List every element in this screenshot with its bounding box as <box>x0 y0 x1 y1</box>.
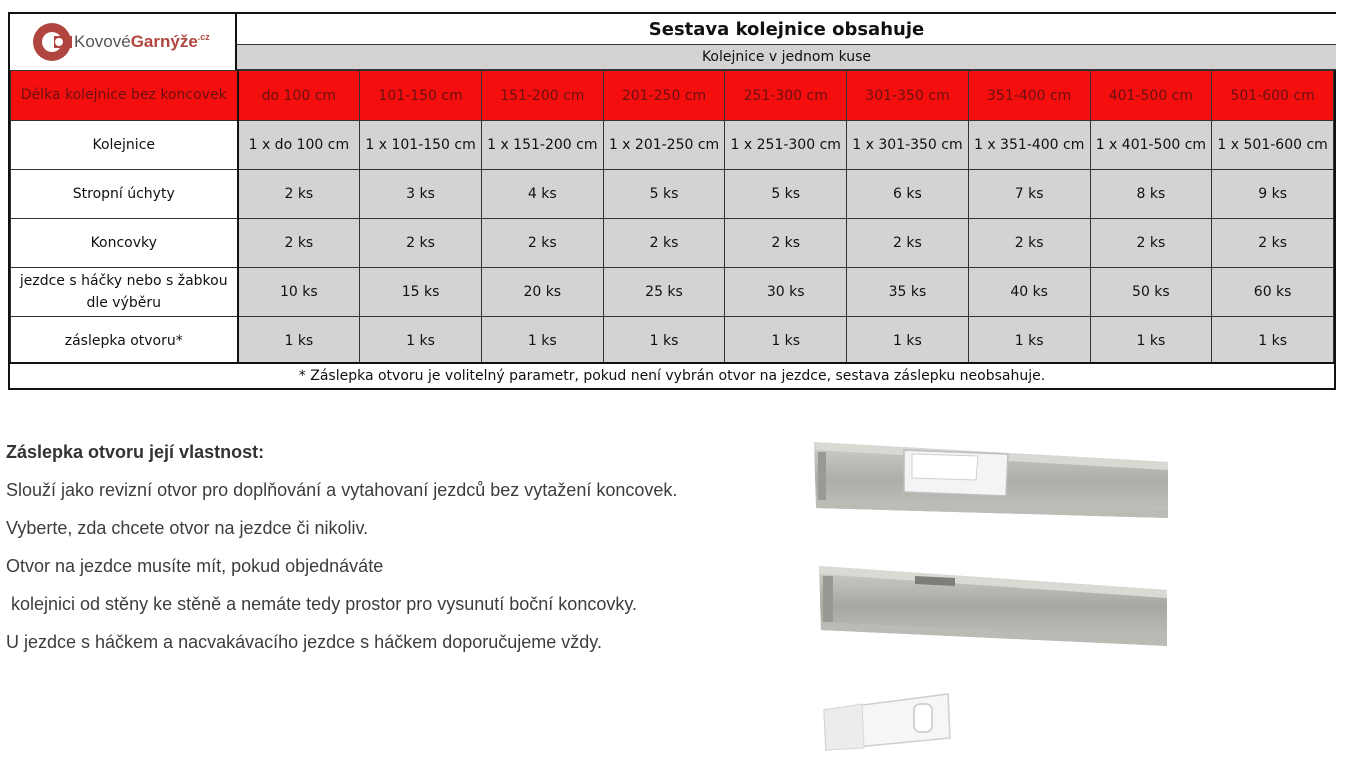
table-cell: 2 ks <box>968 219 1090 268</box>
description-line: Otvor na jezdce musíte mít, pokud objednáváte <box>6 556 384 576</box>
header-row <box>11 71 1334 121</box>
description-block <box>6 438 786 666</box>
table-cell: 1 x 401-500 cm <box>1090 121 1212 170</box>
description-heading: Záslepka otvoru její vlastnost: <box>6 442 265 462</box>
table-cell: 8 ks <box>1090 170 1212 219</box>
table-cell: 2 ks <box>238 219 360 268</box>
table-cell: 20 ks <box>481 268 603 317</box>
table-cell: 1 ks <box>481 317 603 366</box>
table-cell: 1 x 101-150 cm <box>360 121 482 170</box>
table-cell: 1 ks <box>725 317 847 366</box>
brand-logo-icon <box>32 22 72 62</box>
table-footnote: * Záslepka otvoru je volitelný parametr, pokud není vybrán otvor na jezdce, sestava záslepku neobsahuje. <box>10 362 1334 388</box>
brand-logo[interactable] <box>10 14 237 70</box>
table-row <box>11 268 1334 317</box>
end-cap-image <box>818 690 958 760</box>
rail-set-table <box>8 12 1336 390</box>
table-cell: 1 ks <box>968 317 1090 366</box>
table-title: Sestava kolejnice obsahuje <box>237 14 1336 45</box>
table-cell: 1 x 501-600 cm <box>1212 121 1334 170</box>
table-cell: 1 ks <box>603 317 725 366</box>
row-label: Kolejnice <box>11 121 238 170</box>
column-header: 351-400 cm <box>968 71 1090 121</box>
table-cell: 1 ks <box>1090 317 1212 366</box>
column-header: 151-200 cm <box>481 71 603 121</box>
row-label: Stropní úchyty <box>11 170 238 219</box>
table-cell: 7 ks <box>968 170 1090 219</box>
table-cell: 35 ks <box>847 268 969 317</box>
column-header: 501-600 cm <box>1212 71 1334 121</box>
table-cell: 1 x 351-400 cm <box>968 121 1090 170</box>
table-cell: 1 x 251-300 cm <box>725 121 847 170</box>
table-cell: 10 ks <box>238 268 360 317</box>
table-cell: 4 ks <box>481 170 603 219</box>
column-header: 101-150 cm <box>360 71 482 121</box>
rail-set-grid <box>10 70 1334 366</box>
description-line: kolejnici od stěny ke stěně a nemáte tedy prostor pro vysunutí boční koncovky. <box>6 594 638 614</box>
column-header: 251-300 cm <box>725 71 847 121</box>
table-cell: 40 ks <box>968 268 1090 317</box>
table-cell: 2 ks <box>238 170 360 219</box>
table-cell: 30 ks <box>725 268 847 317</box>
row-label: jezdce s háčky nebo s žabkou dle výběru <box>11 268 238 317</box>
table-row <box>11 317 1334 366</box>
table-cell: 2 ks <box>847 219 969 268</box>
table-cell: 1 ks <box>847 317 969 366</box>
table-cell: 50 ks <box>1090 268 1212 317</box>
table-cell: 15 ks <box>360 268 482 317</box>
table-cell: 2 ks <box>1212 219 1334 268</box>
description-line: Vyberte, zda chcete otvor na jezdce či nikoliv. <box>6 518 369 538</box>
row-label: záslepka otvoru* <box>11 317 238 366</box>
column-header: do 100 cm <box>238 71 360 121</box>
table-subtitle: Kolejnice v jednom kuse <box>237 45 1336 70</box>
header-label: Délka kolejnice bez koncovek <box>11 71 238 121</box>
column-header: 401-500 cm <box>1090 71 1212 121</box>
table-cell: 2 ks <box>481 219 603 268</box>
column-header: 201-250 cm <box>603 71 725 121</box>
column-header: 301-350 cm <box>847 71 969 121</box>
table-cell: 5 ks <box>725 170 847 219</box>
table-cell: 6 ks <box>847 170 969 219</box>
table-cell: 3 ks <box>360 170 482 219</box>
table-row <box>11 170 1334 219</box>
table-cell: 25 ks <box>603 268 725 317</box>
table-cell: 9 ks <box>1212 170 1334 219</box>
table-row <box>11 121 1334 170</box>
rail-with-cap-image <box>808 430 1170 522</box>
table-cell: 1 x 301-350 cm <box>847 121 969 170</box>
row-label: Koncovky <box>11 219 238 268</box>
table-cell: 2 ks <box>725 219 847 268</box>
table-cell: 5 ks <box>603 170 725 219</box>
table-cell: 60 ks <box>1212 268 1334 317</box>
table-cell: 1 ks <box>360 317 482 366</box>
table-cell: 2 ks <box>360 219 482 268</box>
description-line: U jezdce s háčkem a nacvakávacího jezdce s háčkem doporučujeme vždy. <box>6 632 602 652</box>
description-line: Slouží jako revizní otvor pro doplňování a vytahovaní jezdců bez vytažení koncovek. <box>6 480 678 500</box>
table-cell: 1 x do 100 cm <box>238 121 360 170</box>
table-cell: 2 ks <box>1090 219 1212 268</box>
brand-logo-text: KovovéGarnýže$^{.cz}$ <box>74 32 210 51</box>
rail-with-opening-image <box>815 560 1171 652</box>
table-cell: 1 ks <box>1212 317 1334 366</box>
table-cell: 2 ks <box>603 219 725 268</box>
table-row <box>11 219 1334 268</box>
table-cell: 1 ks <box>238 317 360 366</box>
table-cell: 1 x 201-250 cm <box>603 121 725 170</box>
table-cell: 1 x 151-200 cm <box>481 121 603 170</box>
